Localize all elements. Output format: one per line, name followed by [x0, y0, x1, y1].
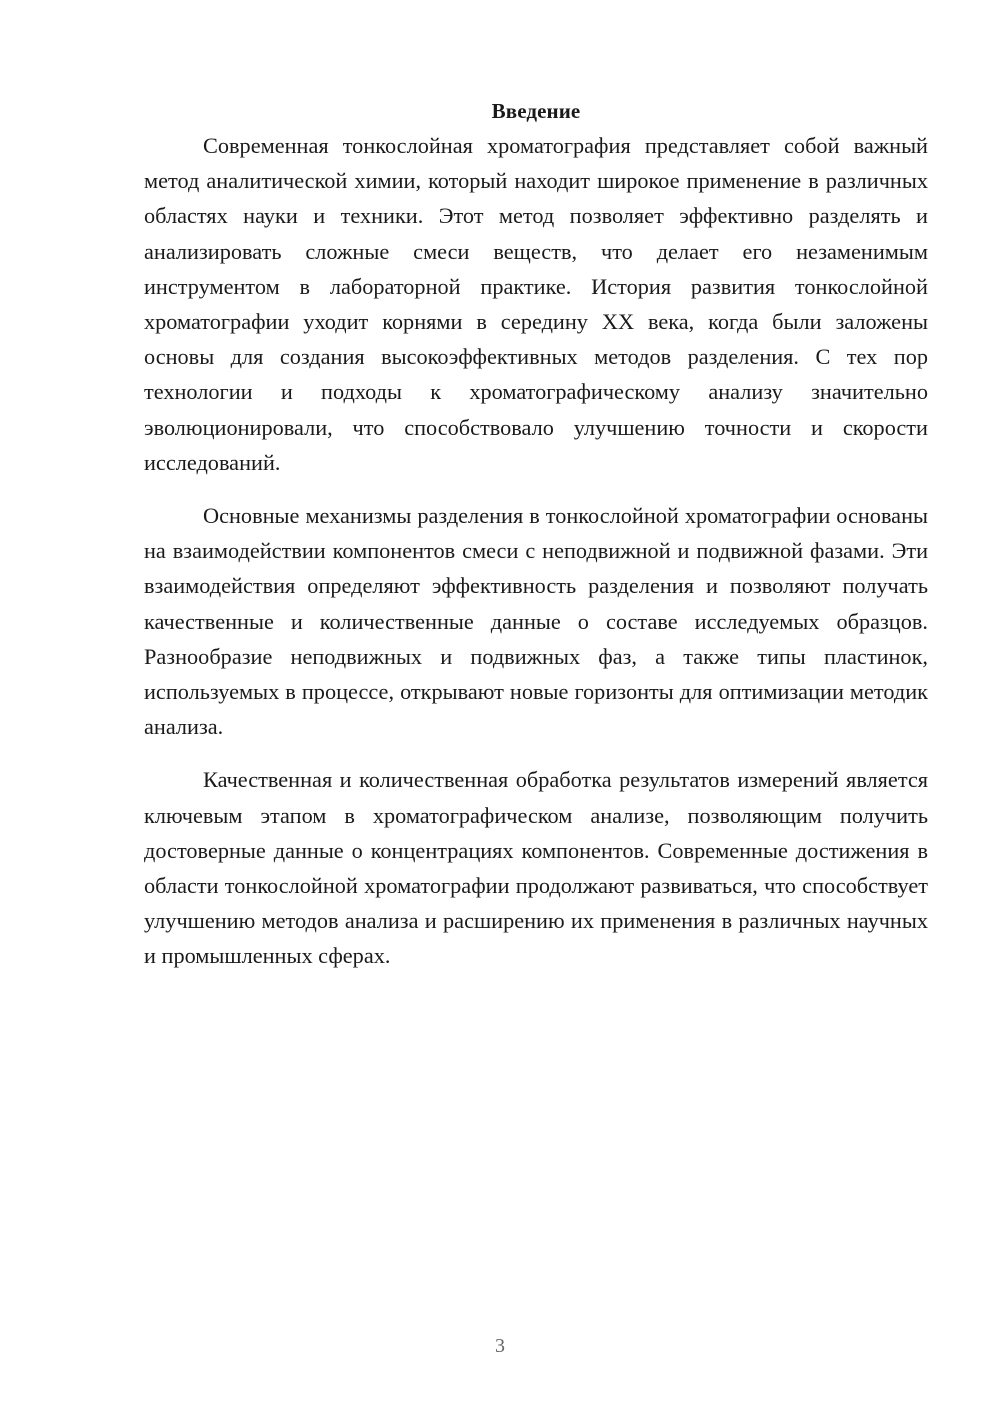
page-content	[144, 96, 928, 974]
paragraph-3: Качественная и количественная обработка результатов измерений является ключевым этапом в хроматографическом анализе, позволяющим получить достоверные данные о концентрациях компонентов. Современные достижения в области тонкослойной хроматографии продолжают развиваться, что способствует улучшению методов анализа и расширению их применения в различных научных и промышленных сферах.	[144, 767, 928, 969]
paragraph-2: Основные механизмы разделения в тонкослойной хроматографии основаны на взаимодействии компонентов смеси с неподвижной и подвижной фазами. Эти взаимодействия определяют эффективность разделения и позволяют получать качественные и количественные данные о составе исследуемых образцов. Разнообразие неподвижных и подвижных фаз, а также типы пластинок, используемых в процессе, открывают новые горизонты для оптимизации методик анализа.	[144, 503, 928, 740]
paragraph-1: Современная тонкослойная хроматография представляет собой важный метод аналитической химии, который находит широкое применение в различных областях науки и техники. Этот метод позволяет эффективно разделять и анализировать сложные смеси веществ, что делает его незаменимым инструментом в лабораторной практике. История развития тонкослойной хроматографии уходит корнями в середину XX века, когда были заложены основы для создания высокоэффективных методов разделения. С тех пор технологии и подходы к хроматографическому анализу значительно эволюционировали, что способствовало улучшению точности и скорости исследований.	[144, 133, 928, 475]
page-title: Введение	[491, 99, 581, 123]
page-number: 3	[495, 1335, 505, 1357]
